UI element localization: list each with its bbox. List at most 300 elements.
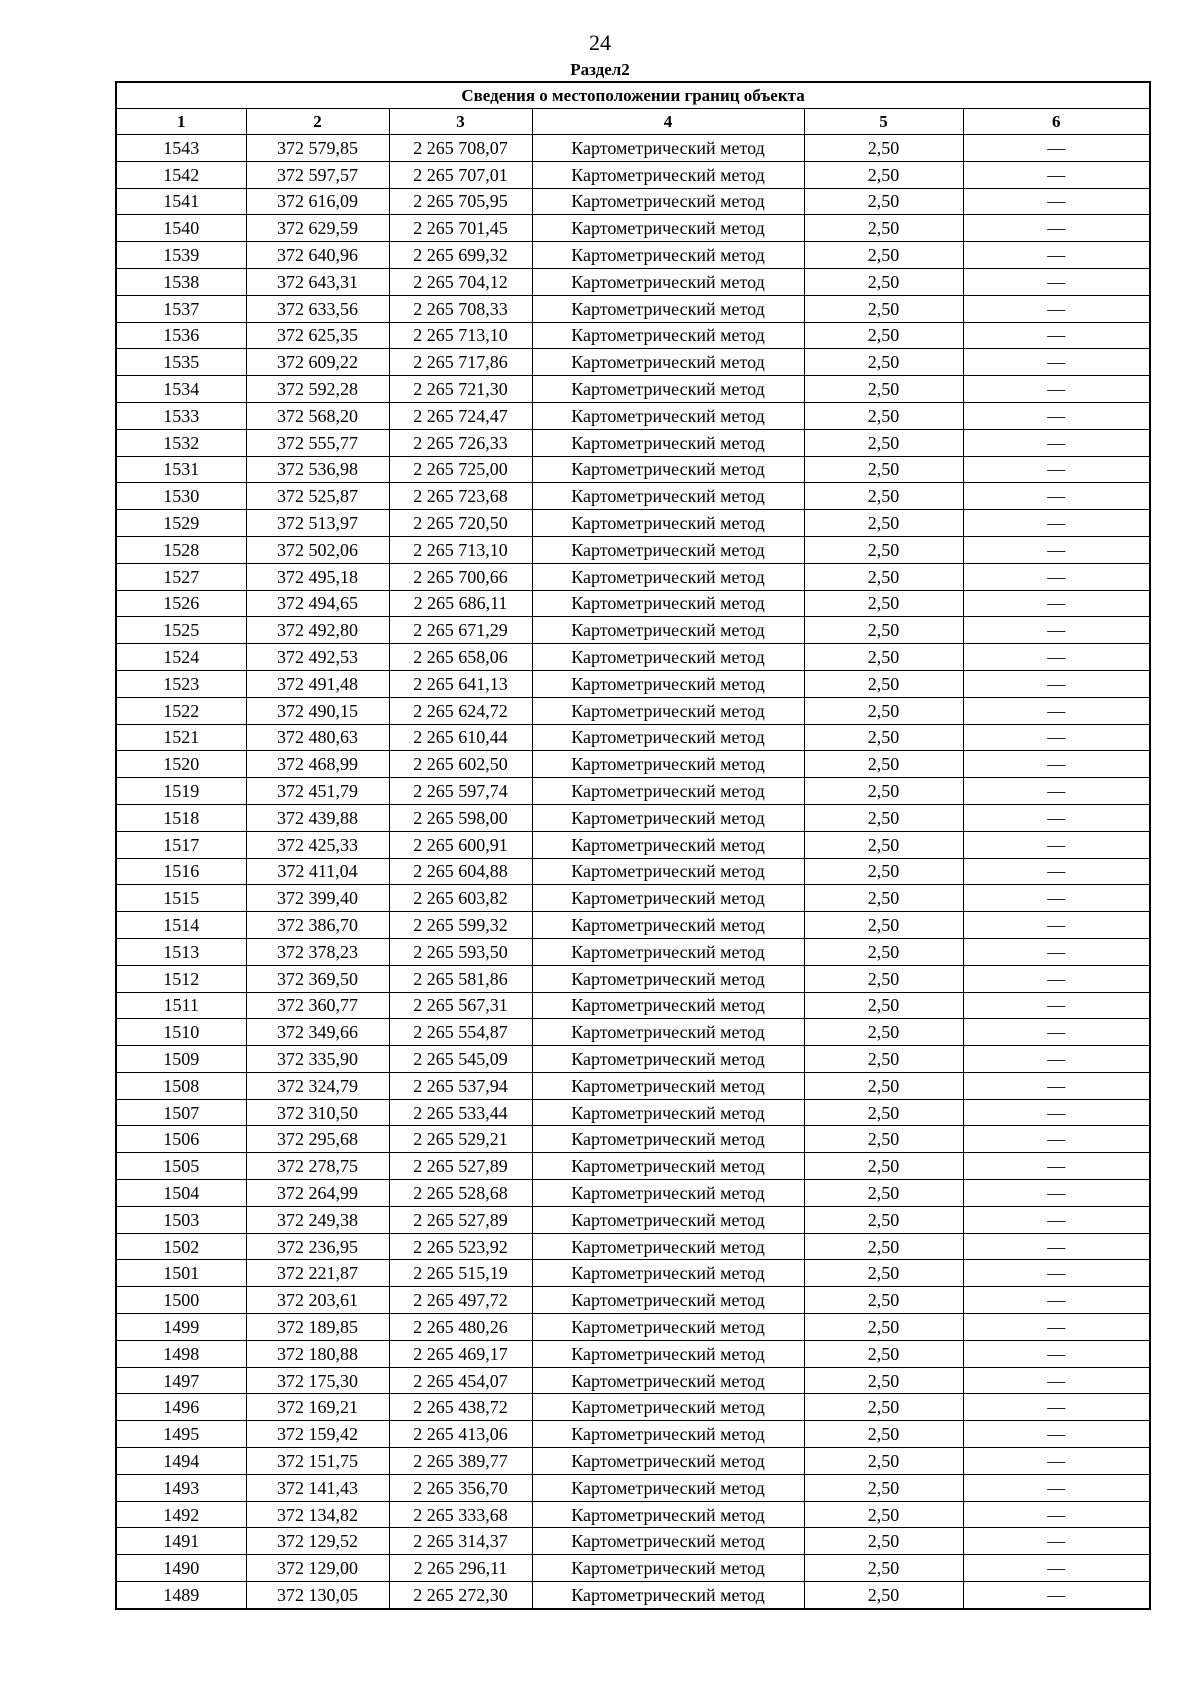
table-row [116,1314,1150,1341]
method-cell: Картометрический метод [532,1314,804,1341]
accuracy-cell: 2,50 [804,349,963,376]
method-cell: Картометрический метод [532,831,804,858]
point-number-cell: 1525 [116,617,246,644]
y-coordinate-cell: 2 265 515,19 [389,1260,532,1287]
method-cell: Картометрический метод [532,1072,804,1099]
point-number-cell: 1505 [116,1153,246,1180]
table-row [116,590,1150,617]
method-cell: Картометрический метод [532,1448,804,1475]
accuracy-cell: 2,50 [804,1153,963,1180]
description-cell: — [963,1340,1150,1367]
y-coordinate-cell: 2 265 598,00 [389,804,532,831]
accuracy-cell: 2,50 [804,268,963,295]
accuracy-cell: 2,50 [804,1501,963,1528]
description-cell: — [963,1072,1150,1099]
point-number-cell: 1500 [116,1287,246,1314]
column-number-1: 1 [116,109,246,135]
point-number-cell: 1518 [116,804,246,831]
point-number-cell: 1531 [116,456,246,483]
x-coordinate-cell: 372 310,50 [246,1099,389,1126]
accuracy-cell: 2,50 [804,1555,963,1582]
method-cell: Картометрический метод [532,1474,804,1501]
table-row [116,429,1150,456]
x-coordinate-cell: 372 129,52 [246,1528,389,1555]
table-row [116,135,1150,162]
accuracy-cell: 2,50 [804,992,963,1019]
accuracy-cell: 2,50 [804,1314,963,1341]
accuracy-cell: 2,50 [804,1046,963,1073]
y-coordinate-cell: 2 265 554,87 [389,1019,532,1046]
description-cell: — [963,1287,1150,1314]
point-number-cell: 1504 [116,1180,246,1207]
column-number-2: 2 [246,109,389,135]
x-coordinate-cell: 372 491,48 [246,670,389,697]
accuracy-cell: 2,50 [804,1367,963,1394]
method-cell: Картометрический метод [532,242,804,269]
x-coordinate-cell: 372 386,70 [246,912,389,939]
method-cell: Картометрический метод [532,456,804,483]
method-cell: Картометрический метод [532,429,804,456]
point-number-cell: 1491 [116,1528,246,1555]
method-cell: Картометрический метод [532,188,804,215]
table-row [116,1153,1150,1180]
table-row [116,215,1150,242]
method-cell: Картометрический метод [532,965,804,992]
point-number-cell: 1507 [116,1099,246,1126]
x-coordinate-cell: 372 468,99 [246,751,389,778]
y-coordinate-cell: 2 265 713,10 [389,322,532,349]
y-coordinate-cell: 2 265 699,32 [389,242,532,269]
accuracy-cell: 2,50 [804,617,963,644]
x-coordinate-cell: 372 439,88 [246,804,389,831]
description-cell: — [963,1180,1150,1207]
y-coordinate-cell: 2 265 533,44 [389,1099,532,1126]
description-cell: — [963,1421,1150,1448]
accuracy-cell: 2,50 [804,1126,963,1153]
method-cell: Картометрический метод [532,510,804,537]
x-coordinate-cell: 372 399,40 [246,885,389,912]
x-coordinate-cell: 372 349,66 [246,1019,389,1046]
y-coordinate-cell: 2 265 725,00 [389,456,532,483]
table-row [116,670,1150,697]
accuracy-cell: 2,50 [804,483,963,510]
method-cell: Картометрический метод [532,1340,804,1367]
point-number-cell: 1521 [116,724,246,751]
y-coordinate-cell: 2 265 272,30 [389,1582,532,1609]
method-cell: Картометрический метод [532,670,804,697]
y-coordinate-cell: 2 265 600,91 [389,831,532,858]
y-coordinate-cell: 2 265 581,86 [389,965,532,992]
method-cell: Картометрический метод [532,563,804,590]
method-cell: Картометрический метод [532,1180,804,1207]
accuracy-cell: 2,50 [804,1582,963,1609]
y-coordinate-cell: 2 265 529,21 [389,1126,532,1153]
table-row [116,1019,1150,1046]
accuracy-cell: 2,50 [804,644,963,671]
point-number-cell: 1538 [116,268,246,295]
table-row [116,536,1150,563]
y-coordinate-cell: 2 265 700,66 [389,563,532,590]
point-number-cell: 1540 [116,215,246,242]
point-number-cell: 1534 [116,376,246,403]
description-cell: — [963,456,1150,483]
point-number-cell: 1513 [116,938,246,965]
method-cell: Картометрический метод [532,483,804,510]
method-cell: Картометрический метод [532,778,804,805]
description-cell: — [963,1367,1150,1394]
description-cell: — [963,1019,1150,1046]
x-coordinate-cell: 372 236,95 [246,1233,389,1260]
point-number-cell: 1490 [116,1555,246,1582]
point-number-cell: 1510 [116,1019,246,1046]
description-cell: — [963,938,1150,965]
x-coordinate-cell: 372 513,97 [246,510,389,537]
table-row [116,456,1150,483]
x-coordinate-cell: 372 189,85 [246,1314,389,1341]
x-coordinate-cell: 372 169,21 [246,1394,389,1421]
method-cell: Картометрический метод [532,1528,804,1555]
x-coordinate-cell: 372 502,06 [246,536,389,563]
accuracy-cell: 2,50 [804,1099,963,1126]
description-cell: — [963,215,1150,242]
description-cell: — [963,563,1150,590]
description-cell: — [963,1555,1150,1582]
y-coordinate-cell: 2 265 469,17 [389,1340,532,1367]
y-coordinate-cell: 2 265 454,07 [389,1367,532,1394]
accuracy-cell: 2,50 [804,751,963,778]
description-cell: — [963,1260,1150,1287]
y-coordinate-cell: 2 265 604,88 [389,858,532,885]
point-number-cell: 1506 [116,1126,246,1153]
description-cell: — [963,992,1150,1019]
y-coordinate-cell: 2 265 545,09 [389,1046,532,1073]
accuracy-cell: 2,50 [804,1340,963,1367]
table-row [116,992,1150,1019]
description-cell: — [963,1126,1150,1153]
table-row [116,751,1150,778]
method-cell: Картометрический метод [532,1126,804,1153]
table-row [116,644,1150,671]
point-number-cell: 1511 [116,992,246,1019]
method-cell: Картометрический метод [532,1555,804,1582]
accuracy-cell: 2,50 [804,965,963,992]
point-number-cell: 1502 [116,1233,246,1260]
x-coordinate-cell: 372 221,87 [246,1260,389,1287]
method-cell: Картометрический метод [532,1421,804,1448]
method-cell: Картометрический метод [532,1582,804,1609]
point-number-cell: 1495 [116,1421,246,1448]
x-coordinate-cell: 372 411,04 [246,858,389,885]
accuracy-cell: 2,50 [804,1233,963,1260]
accuracy-cell: 2,50 [804,1421,963,1448]
accuracy-cell: 2,50 [804,536,963,563]
table-row [116,1394,1150,1421]
method-cell: Картометрический метод [532,268,804,295]
method-cell: Картометрический метод [532,751,804,778]
description-cell: — [963,268,1150,295]
accuracy-cell: 2,50 [804,1180,963,1207]
x-coordinate-cell: 372 134,82 [246,1501,389,1528]
y-coordinate-cell: 2 265 708,07 [389,135,532,162]
description-cell: — [963,751,1150,778]
table-row [116,483,1150,510]
description-cell: — [963,1046,1150,1073]
table-row [116,1501,1150,1528]
method-cell: Картометрический метод [532,1394,804,1421]
description-cell: — [963,1233,1150,1260]
point-number-cell: 1543 [116,135,246,162]
point-number-cell: 1514 [116,912,246,939]
column-number-5: 5 [804,109,963,135]
point-number-cell: 1496 [116,1394,246,1421]
description-cell: — [963,1501,1150,1528]
y-coordinate-cell: 2 265 333,68 [389,1501,532,1528]
description-cell: — [963,885,1150,912]
y-coordinate-cell: 2 265 721,30 [389,376,532,403]
x-coordinate-cell: 372 129,00 [246,1555,389,1582]
description-cell: — [963,1448,1150,1475]
description-cell: — [963,617,1150,644]
description-cell: — [963,912,1150,939]
accuracy-cell: 2,50 [804,1206,963,1233]
method-cell: Картометрический метод [532,1233,804,1260]
description-cell: — [963,965,1150,992]
x-coordinate-cell: 372 378,23 [246,938,389,965]
description-cell: — [963,322,1150,349]
point-number-cell: 1539 [116,242,246,269]
table-row [116,402,1150,429]
section-title: Раздел2 [570,60,630,79]
table-row [116,563,1150,590]
table-row [116,1555,1150,1582]
x-coordinate-cell: 372 640,96 [246,242,389,269]
y-coordinate-cell: 2 265 624,72 [389,697,532,724]
description-cell: — [963,1394,1150,1421]
y-coordinate-cell: 2 265 708,33 [389,295,532,322]
y-coordinate-cell: 2 265 389,77 [389,1448,532,1475]
method-cell: Картометрический метод [532,617,804,644]
table-row [116,1072,1150,1099]
method-cell: Картометрический метод [532,1153,804,1180]
x-coordinate-cell: 372 625,35 [246,322,389,349]
accuracy-cell: 2,50 [804,1528,963,1555]
accuracy-cell: 2,50 [804,510,963,537]
table-row [116,831,1150,858]
y-coordinate-cell: 2 265 537,94 [389,1072,532,1099]
method-cell: Картометрический метод [532,912,804,939]
accuracy-cell: 2,50 [804,563,963,590]
point-number-cell: 1489 [116,1582,246,1609]
description-cell: — [963,188,1150,215]
method-cell: Картометрический метод [532,1367,804,1394]
accuracy-cell: 2,50 [804,295,963,322]
table-row [116,1233,1150,1260]
x-coordinate-cell: 372 141,43 [246,1474,389,1501]
table-row [116,1367,1150,1394]
table-row [116,1340,1150,1367]
table-row [116,1448,1150,1475]
accuracy-cell: 2,50 [804,215,963,242]
table-row [116,1528,1150,1555]
point-number-cell: 1492 [116,1501,246,1528]
description-cell: — [963,831,1150,858]
x-coordinate-cell: 372 480,63 [246,724,389,751]
point-number-cell: 1537 [116,295,246,322]
description-cell: — [963,644,1150,671]
description-cell: — [963,483,1150,510]
table-row [116,1046,1150,1073]
y-coordinate-cell: 2 265 686,11 [389,590,532,617]
y-coordinate-cell: 2 265 523,92 [389,1233,532,1260]
accuracy-cell: 2,50 [804,697,963,724]
x-coordinate-cell: 372 369,50 [246,965,389,992]
table-row [116,1474,1150,1501]
x-coordinate-cell: 372 492,53 [246,644,389,671]
description-cell: — [963,242,1150,269]
table-row [116,1126,1150,1153]
point-number-cell: 1528 [116,536,246,563]
boundary-coordinates-table [115,81,1151,1610]
description-cell: — [963,376,1150,403]
y-coordinate-cell: 2 265 641,13 [389,670,532,697]
x-coordinate-cell: 372 629,59 [246,215,389,242]
accuracy-cell: 2,50 [804,858,963,885]
table-row [116,804,1150,831]
description-cell: — [963,778,1150,805]
x-coordinate-cell: 372 492,80 [246,617,389,644]
accuracy-cell: 2,50 [804,778,963,805]
method-cell: Картометрический метод [532,402,804,429]
method-cell: Картометрический метод [532,590,804,617]
accuracy-cell: 2,50 [804,1474,963,1501]
table-row [116,1260,1150,1287]
table-body [116,135,1150,1609]
x-coordinate-cell: 372 616,09 [246,188,389,215]
y-coordinate-cell: 2 265 723,68 [389,483,532,510]
point-number-cell: 1493 [116,1474,246,1501]
x-coordinate-cell: 372 536,98 [246,456,389,483]
accuracy-cell: 2,50 [804,188,963,215]
description-cell: — [963,590,1150,617]
table-row [116,617,1150,644]
method-cell: Картометрический метод [532,349,804,376]
page-number: 24 [589,30,611,55]
table-row [116,322,1150,349]
x-coordinate-cell: 372 495,18 [246,563,389,590]
table-row [116,965,1150,992]
description-cell: — [963,804,1150,831]
y-coordinate-cell: 2 265 356,70 [389,1474,532,1501]
point-number-cell: 1519 [116,778,246,805]
accuracy-cell: 2,50 [804,724,963,751]
x-coordinate-cell: 372 130,05 [246,1582,389,1609]
accuracy-cell: 2,50 [804,590,963,617]
y-coordinate-cell: 2 265 528,68 [389,1180,532,1207]
y-coordinate-cell: 2 265 593,50 [389,938,532,965]
column-number-4: 4 [532,109,804,135]
y-coordinate-cell: 2 265 602,50 [389,751,532,778]
accuracy-cell: 2,50 [804,1448,963,1475]
method-cell: Картометрический метод [532,536,804,563]
x-coordinate-cell: 372 203,61 [246,1287,389,1314]
point-number-cell: 1499 [116,1314,246,1341]
description-cell: — [963,429,1150,456]
point-number-cell: 1501 [116,1260,246,1287]
y-coordinate-cell: 2 265 527,89 [389,1153,532,1180]
description-cell: — [963,1099,1150,1126]
method-cell: Картометрический метод [532,1206,804,1233]
point-number-cell: 1520 [116,751,246,778]
y-coordinate-cell: 2 265 610,44 [389,724,532,751]
method-cell: Картометрический метод [532,376,804,403]
point-number-cell: 1508 [116,1072,246,1099]
y-coordinate-cell: 2 265 527,89 [389,1206,532,1233]
point-number-cell: 1509 [116,1046,246,1073]
column-number-row [116,109,1150,135]
y-coordinate-cell: 2 265 701,45 [389,215,532,242]
table-row [116,697,1150,724]
y-coordinate-cell: 2 265 658,06 [389,644,532,671]
x-coordinate-cell: 372 568,20 [246,402,389,429]
point-number-cell: 1536 [116,322,246,349]
point-number-cell: 1533 [116,402,246,429]
point-number-cell: 1532 [116,429,246,456]
method-cell: Картометрический метод [532,804,804,831]
point-number-cell: 1523 [116,670,246,697]
method-cell: Картометрический метод [532,295,804,322]
x-coordinate-cell: 372 633,56 [246,295,389,322]
accuracy-cell: 2,50 [804,135,963,162]
accuracy-cell: 2,50 [804,912,963,939]
x-coordinate-cell: 372 159,42 [246,1421,389,1448]
table-row [116,724,1150,751]
y-coordinate-cell: 2 265 597,74 [389,778,532,805]
point-number-cell: 1512 [116,965,246,992]
y-coordinate-cell: 2 265 603,82 [389,885,532,912]
description-cell: — [963,697,1150,724]
table-row [116,161,1150,188]
y-coordinate-cell: 2 265 314,37 [389,1528,532,1555]
accuracy-cell: 2,50 [804,885,963,912]
accuracy-cell: 2,50 [804,1260,963,1287]
y-coordinate-cell: 2 265 438,72 [389,1394,532,1421]
accuracy-cell: 2,50 [804,804,963,831]
x-coordinate-cell: 372 555,77 [246,429,389,456]
description-cell: — [963,510,1150,537]
x-coordinate-cell: 372 295,68 [246,1126,389,1153]
column-number-3: 3 [389,109,532,135]
description-cell: — [963,1206,1150,1233]
description-cell: — [963,858,1150,885]
table-row [116,858,1150,885]
description-cell: — [963,1314,1150,1341]
x-coordinate-cell: 372 609,22 [246,349,389,376]
point-number-cell: 1516 [116,858,246,885]
point-number-cell: 1522 [116,697,246,724]
accuracy-cell: 2,50 [804,376,963,403]
x-coordinate-cell: 372 335,90 [246,1046,389,1073]
accuracy-cell: 2,50 [804,1394,963,1421]
description-cell: — [963,1582,1150,1609]
table-row [116,1421,1150,1448]
method-cell: Картометрический метод [532,1046,804,1073]
description-cell: — [963,1474,1150,1501]
y-coordinate-cell: 2 265 567,31 [389,992,532,1019]
method-cell: Картометрический метод [532,1260,804,1287]
description-cell: — [963,349,1150,376]
table-row [116,1180,1150,1207]
table-row [116,510,1150,537]
